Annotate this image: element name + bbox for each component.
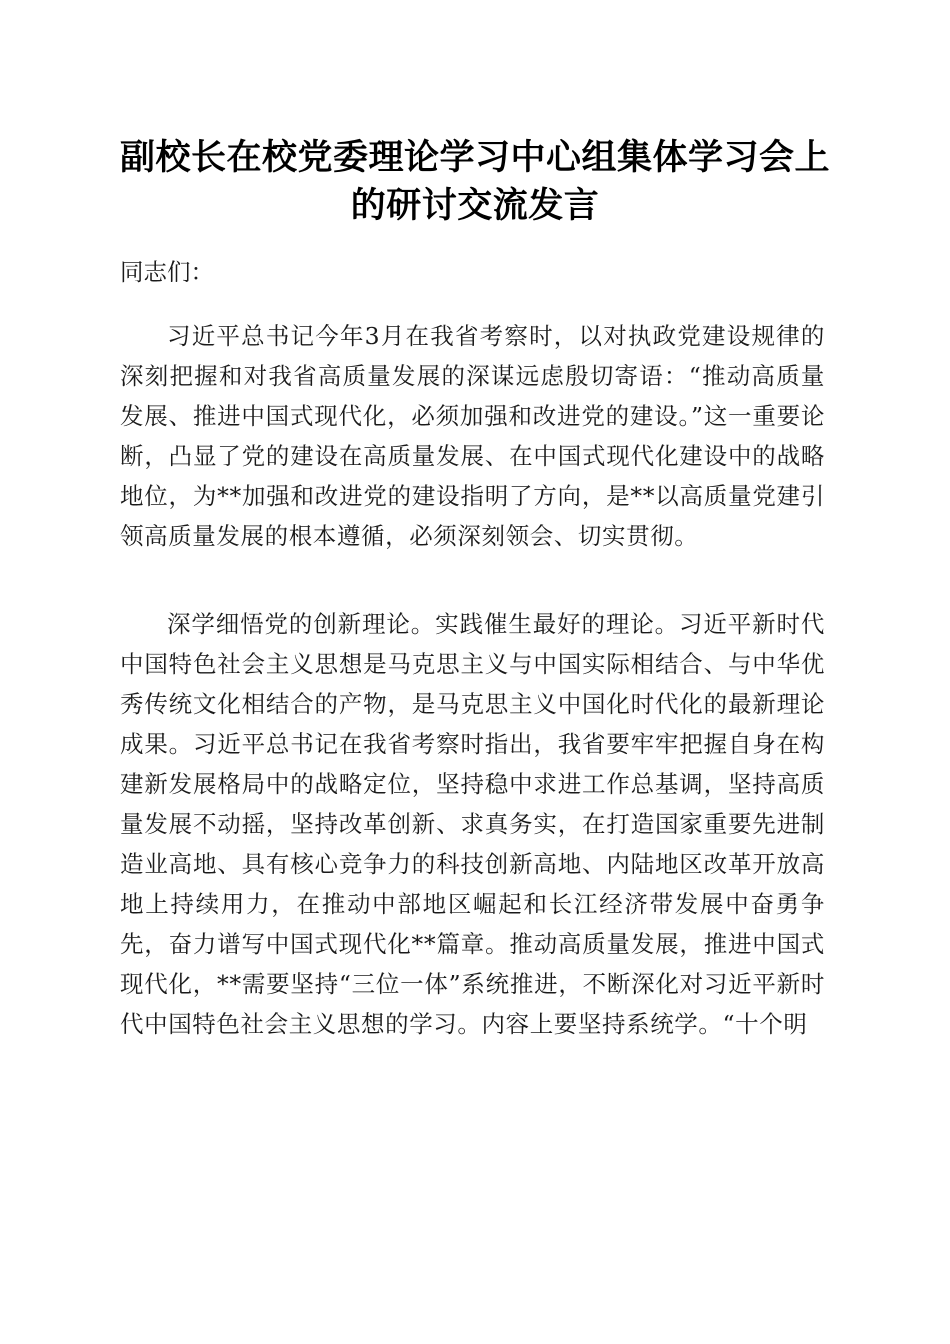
greeting: 同志们： [120, 258, 214, 286]
paragraph: 习近平总书记今年3月在我省考察时，以对执政党建设规律的深刻把握和对我省高质量发展的深谋远虑殷切寄语：“推动高质量发展、推进中国式现代化，必须加强和改进党的建设。”这一重要论断，凸显了党的建设在高质量发展、在中国式现代化建设中的战略地位，为**加强和改进党的建设指明了方向，是**以高质量党建引领高质量发展的根本遵循，必须深刻领会、切实贯彻。 [120, 322, 825, 550]
document-title-line-1: 副校长在校党委理论学习中心组集体学习会上 [119, 137, 830, 178]
document-title-line-2: 的研讨交流发言 [350, 185, 600, 226]
paragraph: 深学细悟党的创新理论。实践催生最好的理论。习近平新时代中国特色社会主义思想是马克思主义与中国实际相结合、与中华优秀传统文化相结合的产物，是马克思主义中国化时代化的最新理论成果。习近平总书记在我省考察时指出，我省要牢牢把握自身在构建新发展格局中的战略定位，坚持稳中求进工作总基调，坚持高质量发展不动摇，坚持改革创新、求真务实，在打造国家重要先进制造业高地、具有核心竞争力的科技创新高地、内陆地区改革开放高地上持续用力，在推动中部地区崛起和长江经济带发展中奋勇争先，奋力谱写中国式现代化**篇章。推动高质量发展，推进中国式现代化，**需要坚持“三位一体”系统推进，不断深化对习近平新时代中国特色社会主义思想的学习。内容上要坚持系统学。“十个明 [120, 610, 825, 1038]
